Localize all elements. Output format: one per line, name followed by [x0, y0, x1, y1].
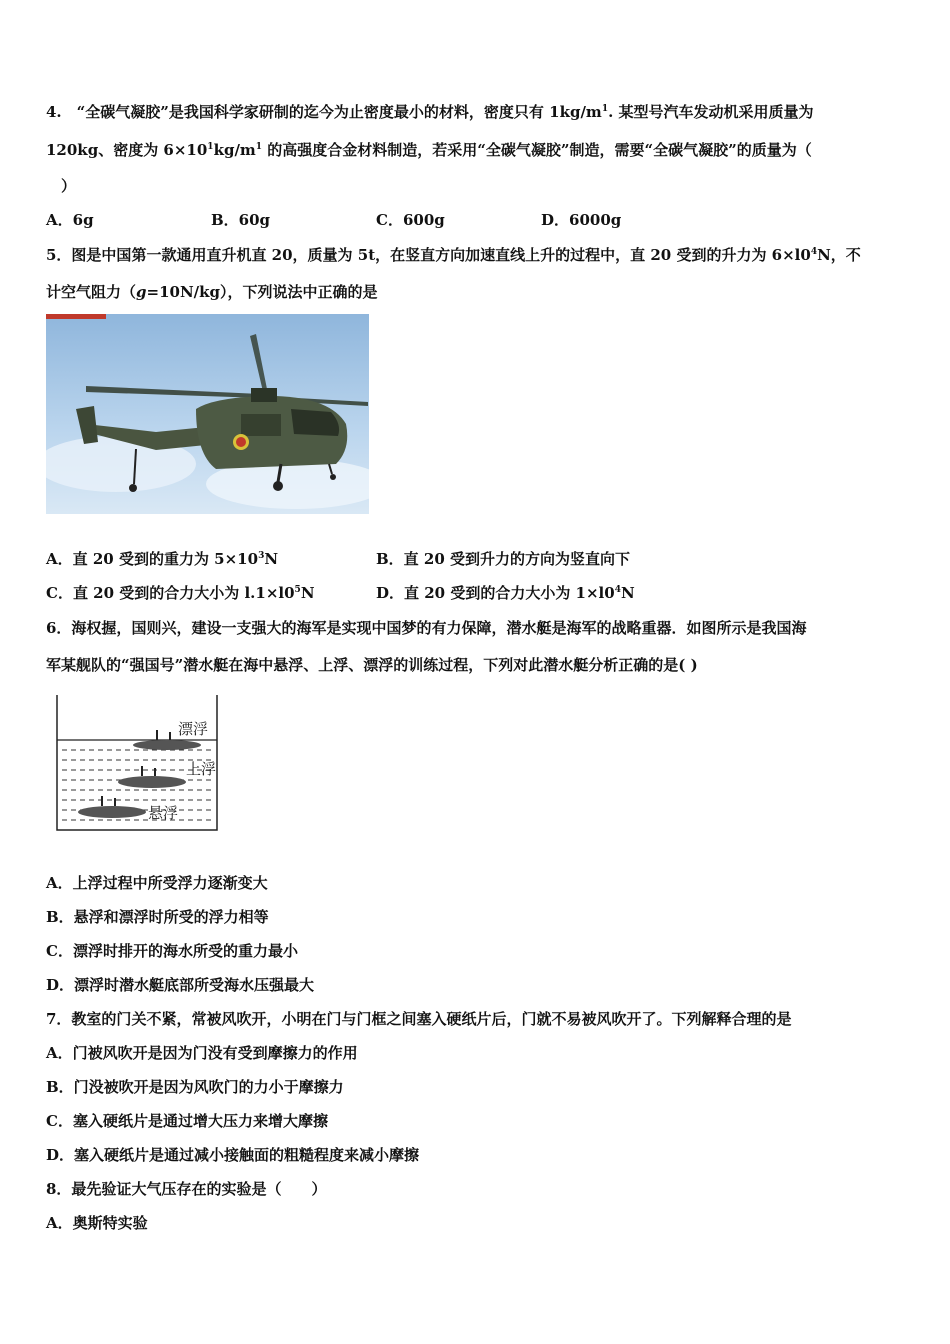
q7-option-b: B．门没被吹开是因为风吹门的力小于摩擦力 — [46, 1078, 344, 1096]
q4-option-b: B．60g — [211, 211, 271, 229]
q5-stem-line1: 5．图是中国第一款通用直升机直 20，质量为 5t，在竖直方向加速直线上升的过程中，直 20 受到的升力为 $6\times l0^4N$，不 — [46, 246, 861, 264]
q6-stem-line2: 军某舰队的“强国号”潜水艇在海中悬浮、上浮、漂浮的训练过程，下列对此潜水艇分析正确的是( ) — [46, 656, 698, 674]
q4-option-a: A．6g — [46, 211, 94, 229]
q7-option-a: A．门被风吹开是因为门没有受到摩擦力的作用 — [46, 1044, 358, 1062]
q7-option-c: C．塞入硬纸片是通过增大压力来增大摩擦 — [46, 1112, 328, 1130]
helicopter-photo — [46, 314, 369, 514]
q5-option-c: C．直 20 受到的合力大小为 $l.1\times l0^5N$ — [46, 584, 315, 602]
label-suspended: 悬浮 — [148, 804, 179, 822]
q5-stem-line2: 计空气阻力（g=10N/kg），下列说法中正确的是 — [46, 283, 378, 301]
q8-option-a: A．奥斯特实验 — [46, 1214, 148, 1232]
q6-stem-line1: 6．海权握，国则兴，建设一支强大的海军是实现中国梦的有力保障，潜水艇是海军的战略重器．如图所示是我国海 — [46, 619, 807, 637]
q4-stem-line3: ） — [46, 177, 77, 195]
q7-stem: 7．教室的门关不紧，常被风吹开，小明在门与门框之间塞入硬纸片后，门就不易被风吹开了。下列解释合理的是 — [46, 1010, 792, 1028]
q4-option-d: D．6000g — [541, 211, 622, 229]
q8-stem: 8．最先验证大气压存在的实验是（ ） — [46, 1180, 327, 1198]
q5-option-d: D．直 20 受到的合力大小为 $1\times l0^4N$ — [376, 584, 635, 602]
q4-option-c: C．600g — [376, 211, 445, 229]
q6-option-c: C．漂浮时排开的海水所受的重力最小 — [46, 942, 298, 960]
q7-option-d: D．塞入硬纸片是通过减小接触面的粗糙程度来减小摩擦 — [46, 1146, 420, 1164]
q5-option-a: A．直 20 受到的重力为 $5\times 10^3N$ — [46, 550, 279, 568]
q4-stem-line1: 4. “全碳气凝胶”是我国科学家研制的迄今为止密度最小的材料，密度只有 $1kg/m^1$. 某型号汽车发动机采用质量为 — [46, 103, 814, 121]
submarine-diagram — [52, 690, 222, 835]
q6-option-b: B．悬浮和漂浮时所受的浮力相等 — [46, 908, 269, 926]
q5-option-b: B．直 20 受到升力的方向为竖直向下 — [376, 550, 630, 568]
q6-option-d: D．漂浮时潜水艇底部所受海水压强最大 — [46, 976, 315, 994]
label-rising: 上浮 — [186, 760, 217, 778]
q4-stem-line2: 120kg、密度为 $6\times 10^1kg/m^1$ 的高强度合金材料制造，若采用“全碳气凝胶”制造，需要“全碳气凝胶”的质量为（ — [46, 141, 812, 159]
label-floating: 漂浮 — [178, 720, 209, 738]
q6-option-a: A．上浮过程中所受浮力逐渐变大 — [46, 874, 268, 892]
